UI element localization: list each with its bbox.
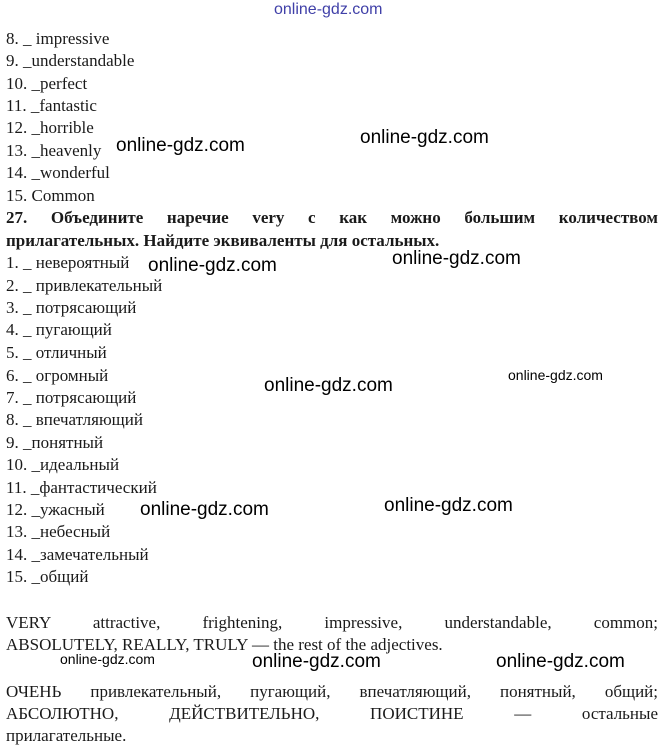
watermark: online-gdz.com (148, 255, 277, 276)
list-item: 11. _fantastic (6, 96, 97, 115)
list-item: 13. _heavenly (6, 141, 102, 160)
task-heading-line-1: 27. Объедините наречие very с как можно большим количеством (6, 208, 658, 227)
list-item: 14. _wonderful (6, 163, 110, 182)
answer-russian-line-3: прилагательные. (6, 726, 127, 745)
watermark: online-gdz.com (392, 248, 521, 269)
list-item: 1. _ невероятный (6, 253, 130, 272)
list-item: 12. _horrible (6, 118, 94, 137)
list-item: 15. _общий (6, 567, 89, 586)
list-item: 8. _ impressive (6, 29, 110, 48)
watermark: online-gdz.com (60, 651, 155, 667)
list-item: 12. _ужасный (6, 500, 105, 519)
top-watermark: online-gdz.com (274, 1, 383, 18)
answer-english-line-1: VERY attractive, frightening, impressive, understandable, common; (6, 613, 658, 632)
answer-english (6, 612, 658, 656)
answer-russian-line-1: ОЧЕНЬ привлекательный, пугающий, впечатляющий, понятный, общий; (6, 682, 658, 701)
list-item: 15. Common (6, 186, 95, 205)
list-item: 7. _ потрясающий (6, 388, 137, 407)
answer-russian (6, 681, 658, 747)
list-item: 6. _ огромный (6, 366, 109, 385)
watermark: online-gdz.com (252, 651, 381, 672)
list-item: 9. _understandable (6, 51, 135, 70)
list-item: 11. _фантастический (6, 478, 157, 497)
watermark: online-gdz.com (508, 367, 603, 383)
watermark: online-gdz.com (264, 375, 393, 396)
watermark: online-gdz.com (496, 651, 625, 672)
list-item: 5. _ отличный (6, 343, 107, 362)
list-item: 3. _ потрясающий (6, 298, 137, 317)
watermark: online-gdz.com (116, 135, 245, 156)
list-item: 2. _ привлекательный (6, 276, 163, 295)
list-item: 10. _идеальный (6, 455, 120, 474)
answer-english-line-2: ABSOLUTELY, REALLY, TRULY — the rest of the adjectives. (6, 635, 443, 654)
list-item: 14. _замечательный (6, 545, 149, 564)
list-item: 8. _ впечатляющий (6, 410, 143, 429)
watermark: online-gdz.com (360, 127, 489, 148)
list-item: 4. _ пугающий (6, 320, 112, 339)
task-heading-line-2: прилагательных. Найдите эквиваленты для остальных. (6, 231, 440, 250)
answer-russian-line-2: АБСОЛЮТНО, ДЕЙСТВИТЕЛЬНО, ПОИСТИНЕ — остальные (6, 704, 658, 723)
list-item: 9. _понятный (6, 433, 104, 452)
list-item: 10. _perfect (6, 74, 88, 93)
watermark: online-gdz.com (384, 495, 513, 516)
watermark: online-gdz.com (140, 499, 269, 520)
list-item: 13. _небесный (6, 522, 111, 541)
